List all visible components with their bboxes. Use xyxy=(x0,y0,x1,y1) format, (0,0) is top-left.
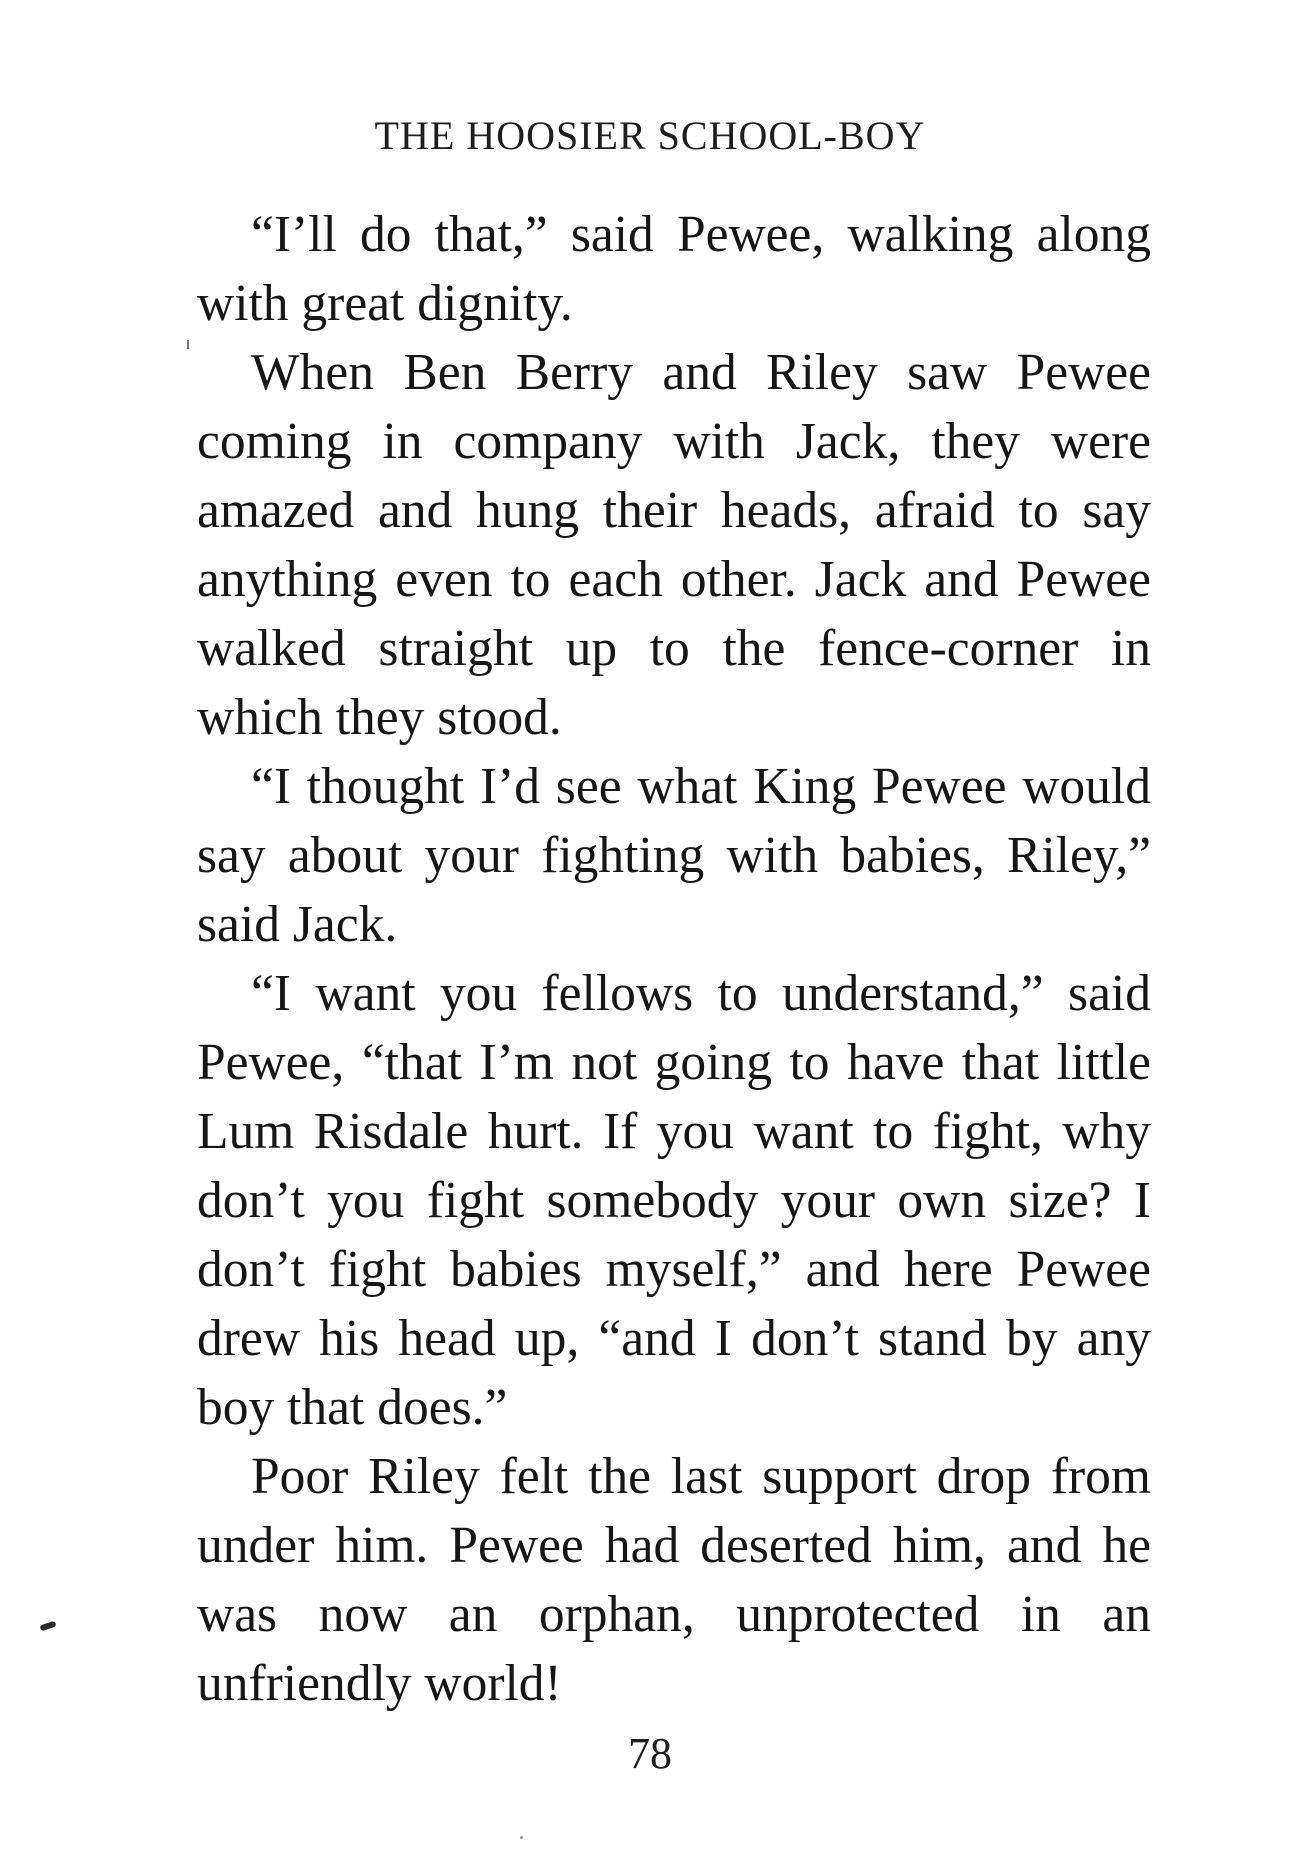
paragraph-2: When Ben Berry and Riley saw Pewee coming in company with Jack, they were amazed and hung their heads, afraid to say anything even to each other. Jack and Pewee walked straight up to the fence-corner in which they stood. xyxy=(197,344,1151,746)
running-head: THE HOOSIER SCHOOL-BOY xyxy=(374,113,926,158)
paragraph-1: “I’ll do that,” said Pewee, walking along with great dignity. xyxy=(197,206,1151,332)
ink-speck xyxy=(39,1621,56,1632)
page-number: 78 xyxy=(628,1729,672,1778)
ink-speck xyxy=(187,340,189,349)
paragraph-5: Poor Riley felt the last support drop from under him. Pewee had deserted him, and he was now an orphan, unprotected in an unfriendly world! xyxy=(197,1448,1151,1712)
paragraph-3: “I thought I’d see what King Pewee would say about your fighting with babies, Riley,” said Jack. xyxy=(197,758,1151,953)
paragraph-4: “I want you fellows to understand,” said Pewee, “that I’m not going to have that little Lum Risdale hurt. If you want to fight, why don’t you fight somebody your own size? I don’t fight babies myself,” and here Pewee drew his head up, “and I don’t stand by any boy that does.” xyxy=(197,965,1151,1436)
body-text xyxy=(197,200,1151,1718)
ink-speck xyxy=(520,1836,523,1839)
